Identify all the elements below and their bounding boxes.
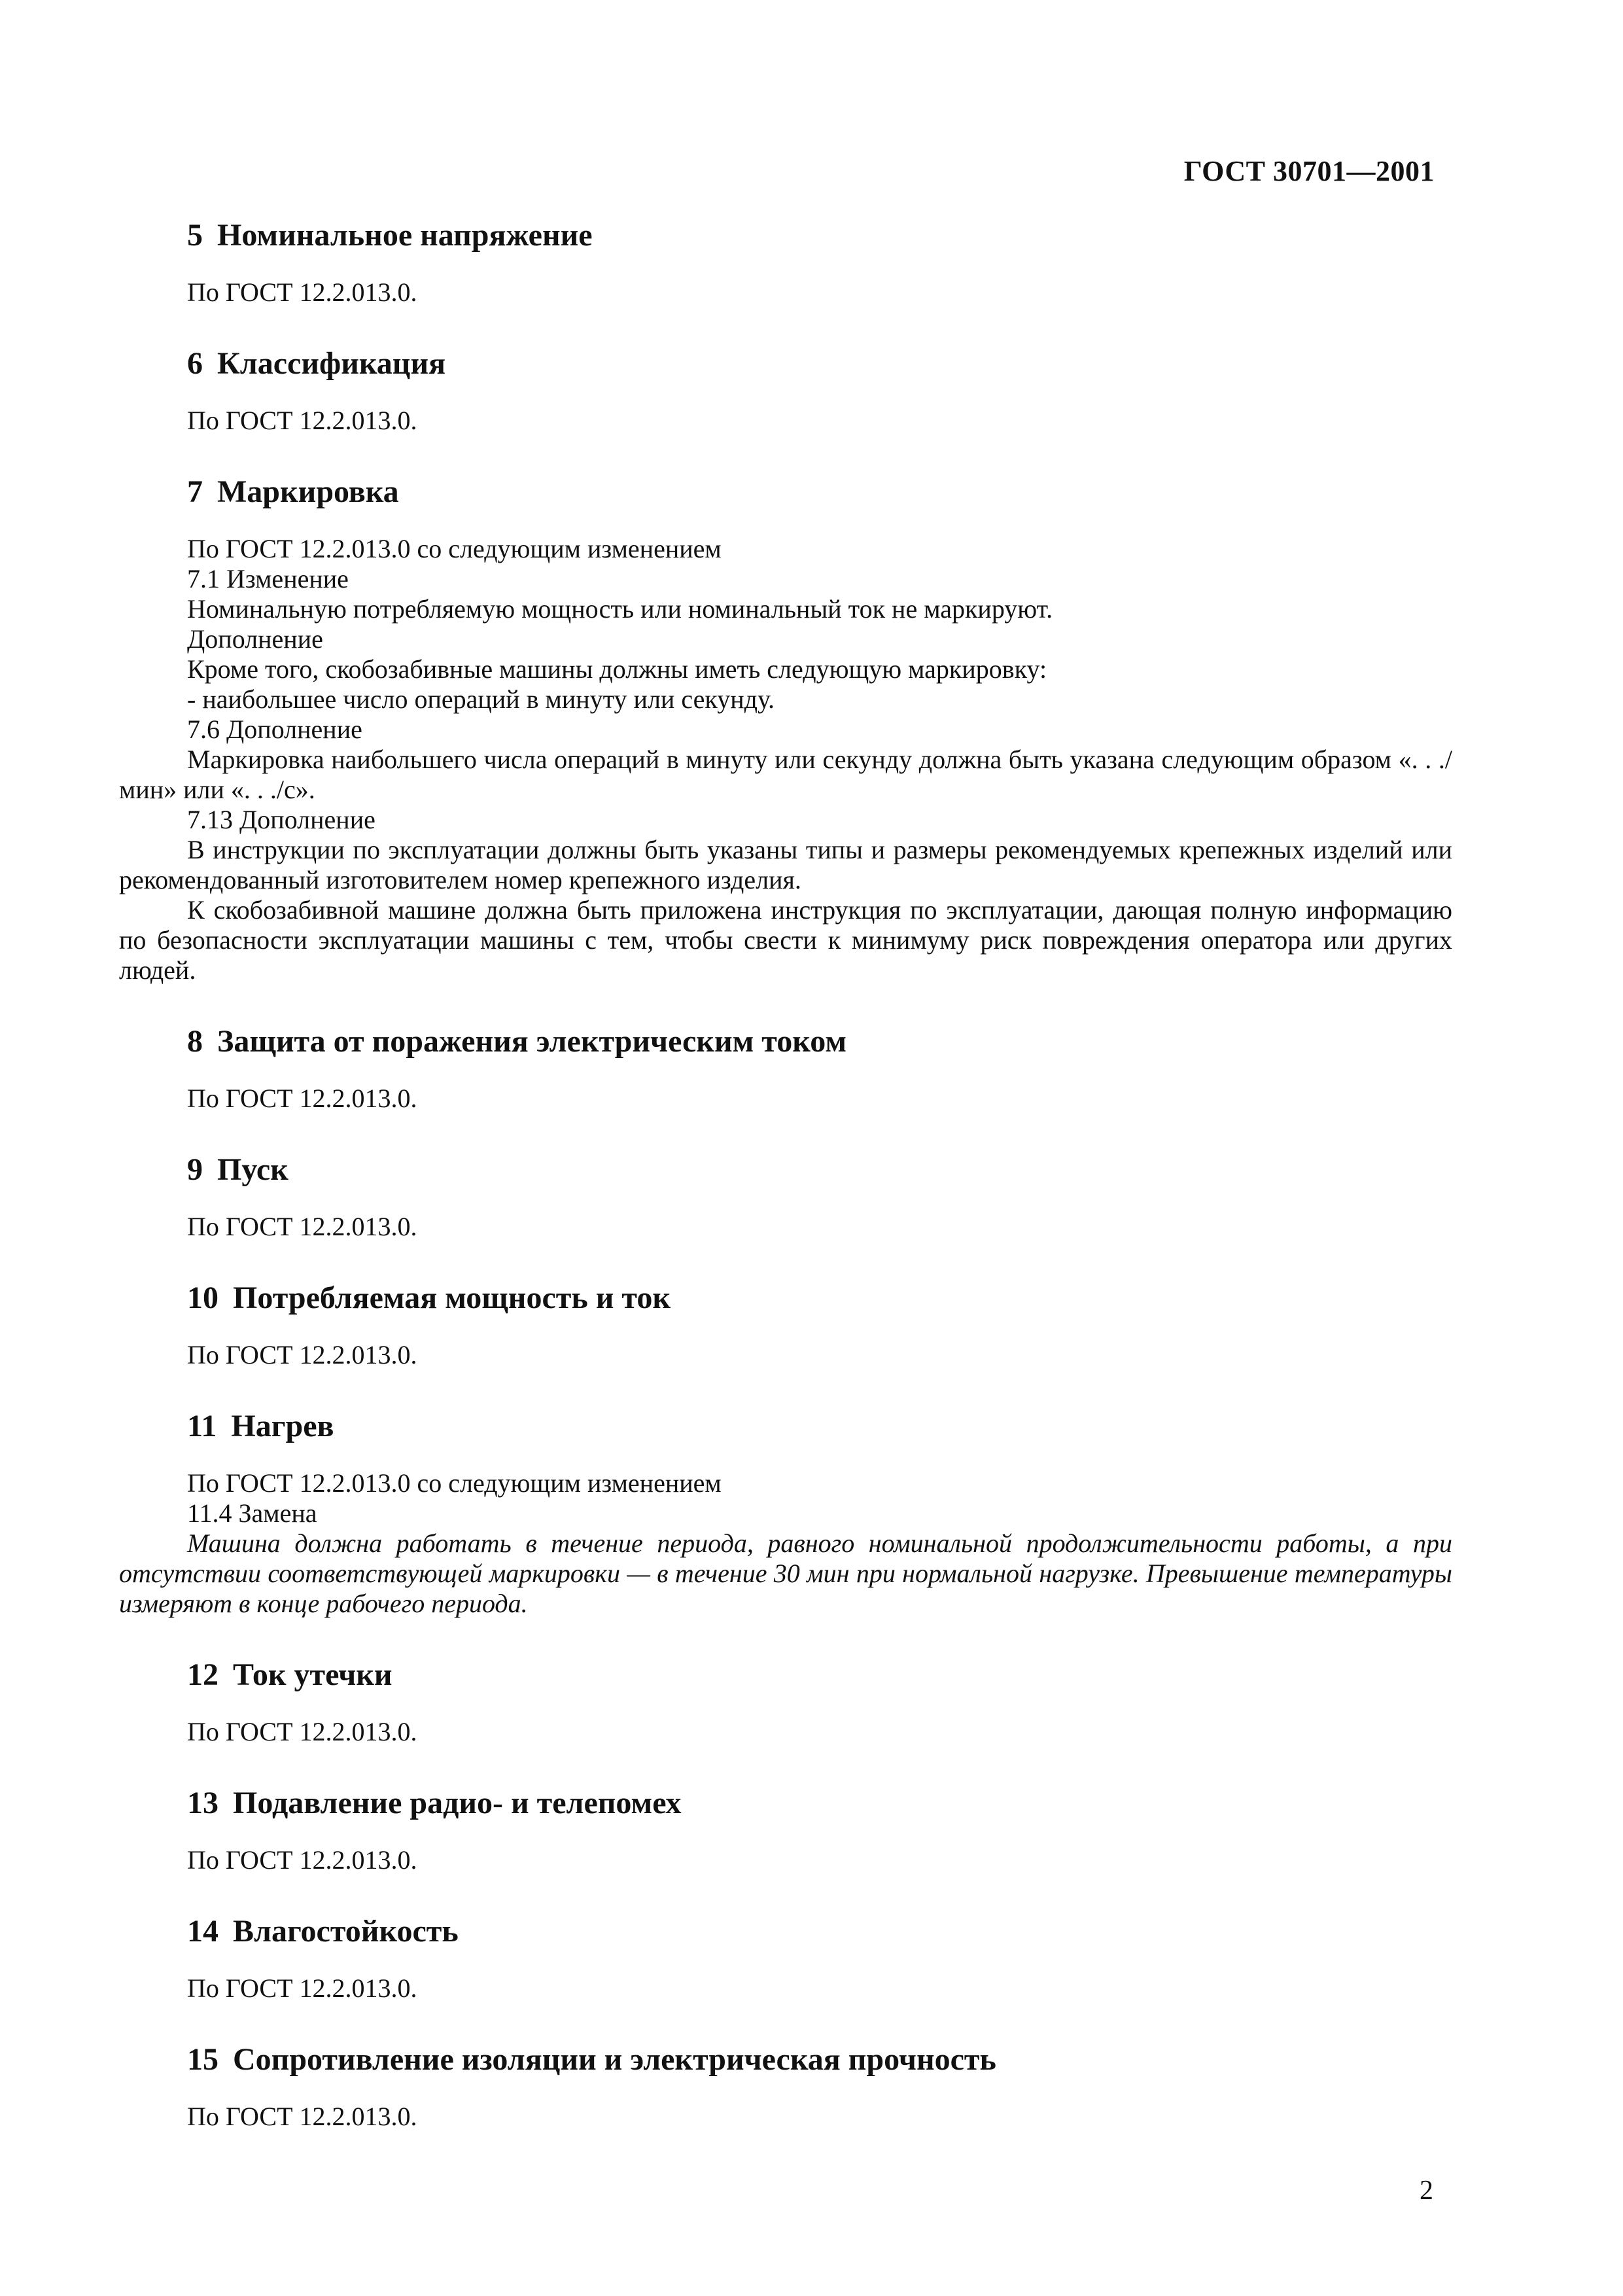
section-number: 6 — [187, 346, 203, 381]
section-heading — [187, 1407, 1452, 1446]
paragraph: Маркировка наибольшего числа операций в минуту или секунду должна быть указана следующим образом «. . ./мин» или «. . ./с». — [119, 745, 1452, 804]
section-title: Классификация — [217, 346, 446, 381]
section-number: 15 — [187, 2042, 218, 2077]
section-9 — [119, 1150, 1452, 1242]
section-title: Нагрев — [231, 1409, 334, 1443]
section-text: По ГОСТ 12.2.013.0. — [187, 1084, 417, 1113]
section-text: По ГОСТ 12.2.013.0. — [187, 1212, 417, 1241]
text-line: Номинальную потребляемую мощность или номинальный ток не маркируют. — [187, 594, 1053, 624]
document-body — [119, 216, 1452, 2132]
standard-code: ГОСТ 30701—2001 — [1183, 155, 1435, 187]
section-number: 10 — [187, 1280, 218, 1315]
text-line: По ГОСТ 12.2.013.0 со следующим изменением — [187, 534, 722, 563]
section-number: 12 — [187, 1657, 218, 1692]
section-title: Пуск — [217, 1152, 288, 1187]
text-line: Дополнение — [187, 624, 323, 654]
text-line: 11.4 Замена — [187, 1498, 317, 1528]
section-5 — [119, 216, 1452, 308]
section-text: По ГОСТ 12.2.013.0. — [187, 1973, 417, 2003]
section-title: Сопротивление изоляции и электрическая прочность — [233, 2042, 996, 2077]
section-text: По ГОСТ 12.2.013.0. — [187, 1845, 417, 1875]
section-number: 8 — [187, 1024, 203, 1059]
section-7 — [119, 472, 1452, 985]
section-8 — [119, 1022, 1452, 1114]
section-11 — [119, 1407, 1452, 1619]
section-number: 5 — [187, 218, 203, 253]
section-text: По ГОСТ 12.2.013.0. — [187, 1717, 417, 1746]
section-text: По ГОСТ 12.2.013.0. — [187, 277, 417, 307]
section-heading — [187, 1279, 1452, 1318]
paragraph: К скобозабивной машине должна быть приложена инструкция по эксплуатации, дающая полную информацию по безопасности эксплуатации машины с тем, чтобы свести к минимуму риск повреждения оператора или других людей. — [119, 895, 1452, 985]
section-title: Потребляемая мощность и ток — [233, 1280, 671, 1315]
section-heading — [187, 1150, 1452, 1190]
section-heading — [187, 216, 1452, 255]
section-text: По ГОСТ 12.2.013.0. — [187, 406, 417, 435]
section-12 — [119, 1655, 1452, 1747]
section-heading — [187, 472, 1452, 512]
section-14 — [119, 1912, 1452, 2004]
section-heading — [187, 2040, 1452, 2079]
section-13 — [119, 1784, 1452, 1875]
section-number: 14 — [187, 1914, 218, 1949]
text-line: По ГОСТ 12.2.013.0 со следующим изменением — [187, 1468, 722, 1498]
paragraph: В инструкции по эксплуатации должны быть указаны типы и размеры рекомендуемых крепежных изделий или рекомендованный изготовителем номер крепежного изделия. — [119, 835, 1452, 894]
section-title: Номинальное напряжение — [217, 218, 593, 253]
text-line: Кроме того, скобозабивные машины должны иметь следующую маркировку: — [187, 654, 1047, 684]
section-number: 13 — [187, 1786, 218, 1820]
section-text: По ГОСТ 12.2.013.0. — [187, 1340, 417, 1369]
section-title: Влагостойкость — [233, 1914, 459, 1949]
text-line: 7.1 Изменение — [187, 564, 349, 593]
text-line: 7.6 Дополнение — [187, 715, 362, 744]
text-line: 7.13 Дополнение — [187, 805, 375, 834]
section-heading — [187, 1784, 1452, 1823]
section-heading — [187, 1655, 1452, 1695]
section-title: Маркировка — [217, 474, 399, 509]
section-15 — [119, 2040, 1452, 2132]
italic-paragraph: Машина должна работать в течение периода, равного номинальной продолжительности работы, а при отсутствии соответствующей маркировки — в течение 30 мин при нормальной нагрузке. Превышение температуры измеряют в конце рабочего периода. — [119, 1528, 1452, 1618]
section-heading — [187, 1912, 1452, 1951]
section-heading — [187, 1022, 1452, 1061]
section-10 — [119, 1279, 1452, 1370]
section-text: По ГОСТ 12.2.013.0. — [187, 2102, 417, 2131]
section-title: Подавление радио- и телепомех — [233, 1786, 682, 1820]
section-6 — [119, 344, 1452, 436]
section-title: Ток утечки — [233, 1657, 393, 1692]
section-number: 11 — [187, 1409, 217, 1443]
section-number: 9 — [187, 1152, 203, 1187]
page-number: 2 — [1420, 2176, 1433, 2206]
text-line: - наибольшее число операций в минуту или секунду. — [187, 684, 775, 714]
section-title: Защита от поражения электрическим током — [217, 1024, 847, 1059]
section-heading — [187, 344, 1452, 383]
section-number: 7 — [187, 474, 203, 509]
